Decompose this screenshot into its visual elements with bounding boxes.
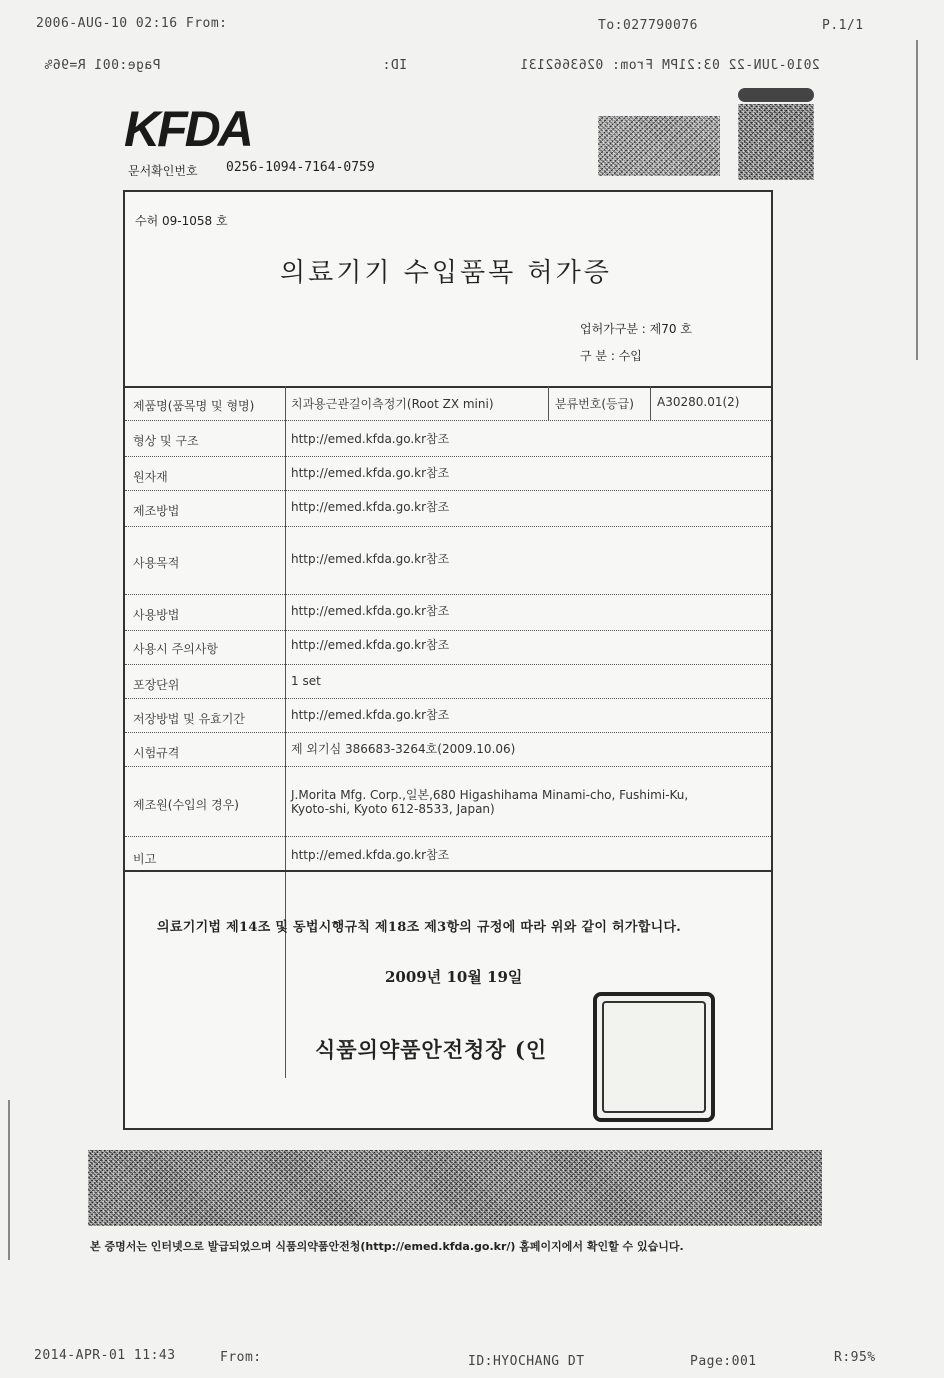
- business-permit: 업허가구분 : 제70 호: [580, 322, 692, 336]
- fax-mirrored-mid: ID:: [382, 58, 407, 73]
- row-label: 제조방법: [133, 504, 180, 518]
- fax-mirrored-right: 2010-JUN-22 03:21PM From: 0263662131: [520, 58, 820, 73]
- class-label: 분류번호(등급): [555, 397, 634, 411]
- seal-emblem-icon: [738, 88, 814, 102]
- fax-footer-from: From:: [220, 1350, 262, 1365]
- row-value: http://emed.kfda.go.kr참조: [291, 466, 450, 480]
- category: 구 분 : 수입: [580, 349, 642, 363]
- row-label: 사용목적: [133, 556, 180, 570]
- row-value: http://emed.kfda.go.kr참조: [291, 552, 450, 566]
- official-seal-icon: [593, 992, 715, 1122]
- row-value: http://emed.kfda.go.kr참조: [291, 708, 450, 722]
- row-value: J.Morita Mfg. Corp.,일본,680 Higashihama Minami-cho, Fushimi-Ku,: [291, 788, 689, 802]
- issuer: 식품의약품안전청장 (인: [315, 1037, 548, 1062]
- row-value: http://emed.kfda.go.kr참조: [291, 848, 450, 862]
- row-label-product: 제품명(품목명 및 형명): [133, 399, 255, 413]
- row-value-product: 치과용근관길이측정기(Root ZX mini): [291, 397, 494, 411]
- barcode-image: [598, 116, 720, 176]
- permit-number: 수허 09-1058 호: [135, 214, 228, 228]
- row-value-line2: Kyoto-shi, Kyoto 612-8533, Japan): [291, 802, 495, 816]
- row-label: 사용방법: [133, 608, 180, 622]
- doc-check-number: 0256-1094-7164-0759: [226, 160, 375, 175]
- row-value: http://emed.kfda.go.kr참조: [291, 604, 450, 618]
- fax-footer-ratio: R:95%: [834, 1350, 876, 1365]
- scan-edge-mark: [916, 40, 918, 360]
- row-value: http://emed.kfda.go.kr참조: [291, 432, 450, 446]
- fax-footer-date: 2014-APR-01 11:43: [34, 1348, 176, 1363]
- fax-header-left: 2006-AUG-10 02:16 From:: [36, 16, 228, 31]
- row-label: 포장단위: [133, 678, 180, 692]
- row-label: 시험규격: [133, 746, 180, 760]
- row-label: 저장방법 및 유효기간: [133, 712, 245, 726]
- permit-date: 2009년 10월 19일: [385, 968, 523, 986]
- row-label: 사용시 주의사항: [133, 642, 218, 656]
- security-pattern-strip: [88, 1150, 822, 1226]
- row-value: 1 set: [291, 674, 321, 688]
- footer-notice: 본 증명서는 인터넷으로 발급되었으며 식품의약품안전청(http://emed.kfda.go.kr/) 홈페이지에서 확인할 수 있습니다.: [90, 1240, 684, 1253]
- row-value: http://emed.kfda.go.kr참조: [291, 500, 450, 514]
- row-value: http://emed.kfda.go.kr참조: [291, 638, 450, 652]
- row-label: 형상 및 구조: [133, 434, 199, 448]
- page-title: 의료기기 수입품목 허가증: [280, 258, 612, 288]
- qr-code-image: [738, 104, 814, 180]
- row-label: 원자재: [133, 470, 168, 484]
- row-value: 제 외기심 386683-3264호(2009.10.06): [291, 742, 516, 756]
- doc-check-label: 문서확인번호: [128, 164, 198, 178]
- kfda-logo: KFDA: [124, 101, 251, 157]
- permit-frame: [123, 190, 773, 1130]
- fax-header-page: P.1/1: [822, 18, 864, 33]
- row-label: 비고: [133, 852, 157, 866]
- permit-statement: 의료기기법 제14조 및 동법시행규칙 제18조 제3항의 규정에 따라 위와 같이 허가합니다.: [157, 920, 682, 935]
- row-label: 제조원(수입의 경우): [133, 798, 239, 812]
- class-value: A30280.01(2): [657, 395, 740, 409]
- fax-mirrored-left: Page:001 R=96%: [44, 58, 161, 73]
- scan-edge-mark: [8, 1100, 10, 1260]
- fax-footer-id: ID:HYOCHANG DT: [468, 1354, 585, 1369]
- fax-header-to: To:027790076: [598, 18, 698, 33]
- fax-footer-page: Page:001: [690, 1354, 757, 1369]
